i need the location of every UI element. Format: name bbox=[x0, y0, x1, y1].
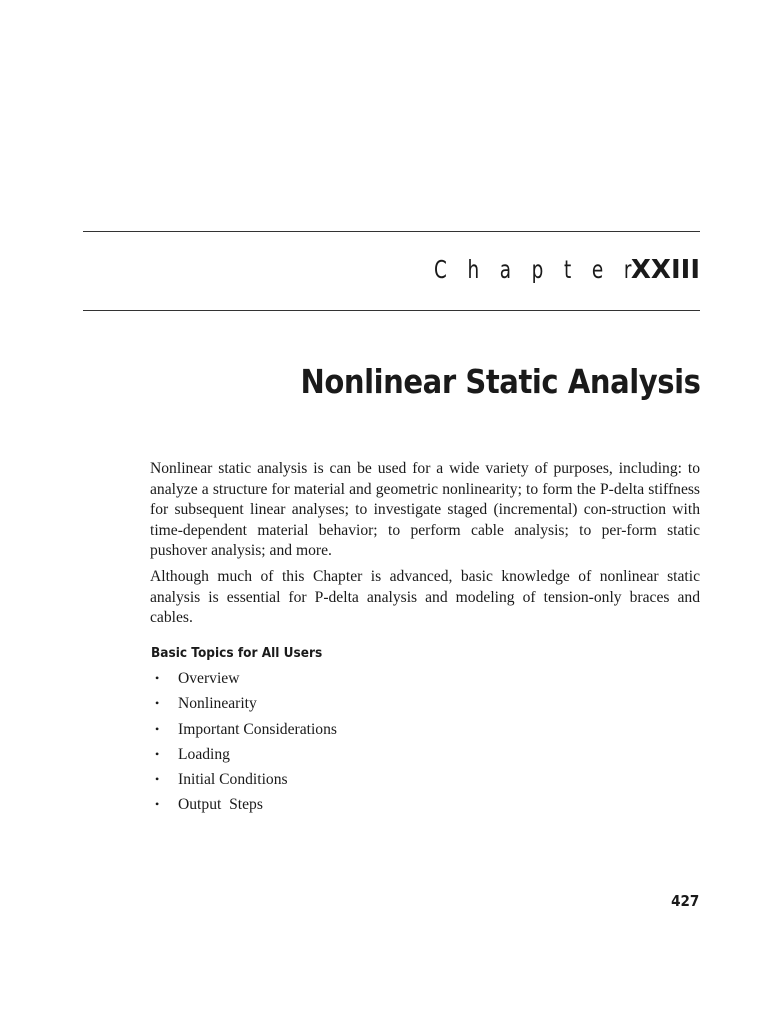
list-item bbox=[155, 742, 337, 767]
chapter-heading bbox=[389, 255, 700, 291]
list-item-label: Important Considerations bbox=[178, 720, 337, 738]
bullet-icon: • bbox=[155, 772, 160, 787]
bullet-icon: • bbox=[155, 721, 160, 736]
intro-paragraph: Nonlinear static analysis is can be used for a wide variety of purposes, including: to analyze a structure for material and geometric nonlinearity; to form the P-delta stiffness for subsequent linear analyses; to investigate staged (incremental) con-struction with time-dependent material behavior; to perform cable analysis; to per-form static pushover analysis; and more. bbox=[150, 460, 700, 559]
list-item bbox=[155, 717, 337, 742]
topic-list bbox=[155, 666, 337, 818]
bullet-icon: • bbox=[155, 696, 160, 711]
list-item bbox=[155, 691, 337, 716]
bottom-horizontal-rule bbox=[83, 310, 700, 311]
page-number: 427 bbox=[670, 892, 699, 910]
chapter-label: C h a p t e r bbox=[434, 255, 639, 284]
list-item bbox=[155, 792, 337, 817]
bullet-icon: • bbox=[155, 671, 160, 685]
list-item-label: Output Steps bbox=[178, 796, 263, 814]
chapter-title: Nonlinear Static Analysis bbox=[300, 362, 700, 401]
list-item-label: Initial Conditions bbox=[178, 771, 288, 789]
top-horizontal-rule bbox=[83, 231, 700, 232]
list-item-label: Nonlinearity bbox=[178, 695, 257, 713]
list-item bbox=[155, 767, 337, 792]
list-item bbox=[155, 666, 337, 691]
bullet-icon: • bbox=[155, 746, 160, 761]
section-heading: Basic Topics for All Users bbox=[151, 645, 323, 661]
list-item-label: Loading bbox=[178, 745, 230, 763]
chapter-number: XXIII bbox=[630, 255, 700, 285]
list-item-label: Overview bbox=[178, 670, 240, 687]
bullet-icon: • bbox=[155, 797, 160, 812]
second-paragraph: Although much of this Chapter is advanced, basic knowledge of nonlinear static analysis is essential for P-delta analysis and modeling of tension-only braces and cables. bbox=[150, 568, 700, 626]
